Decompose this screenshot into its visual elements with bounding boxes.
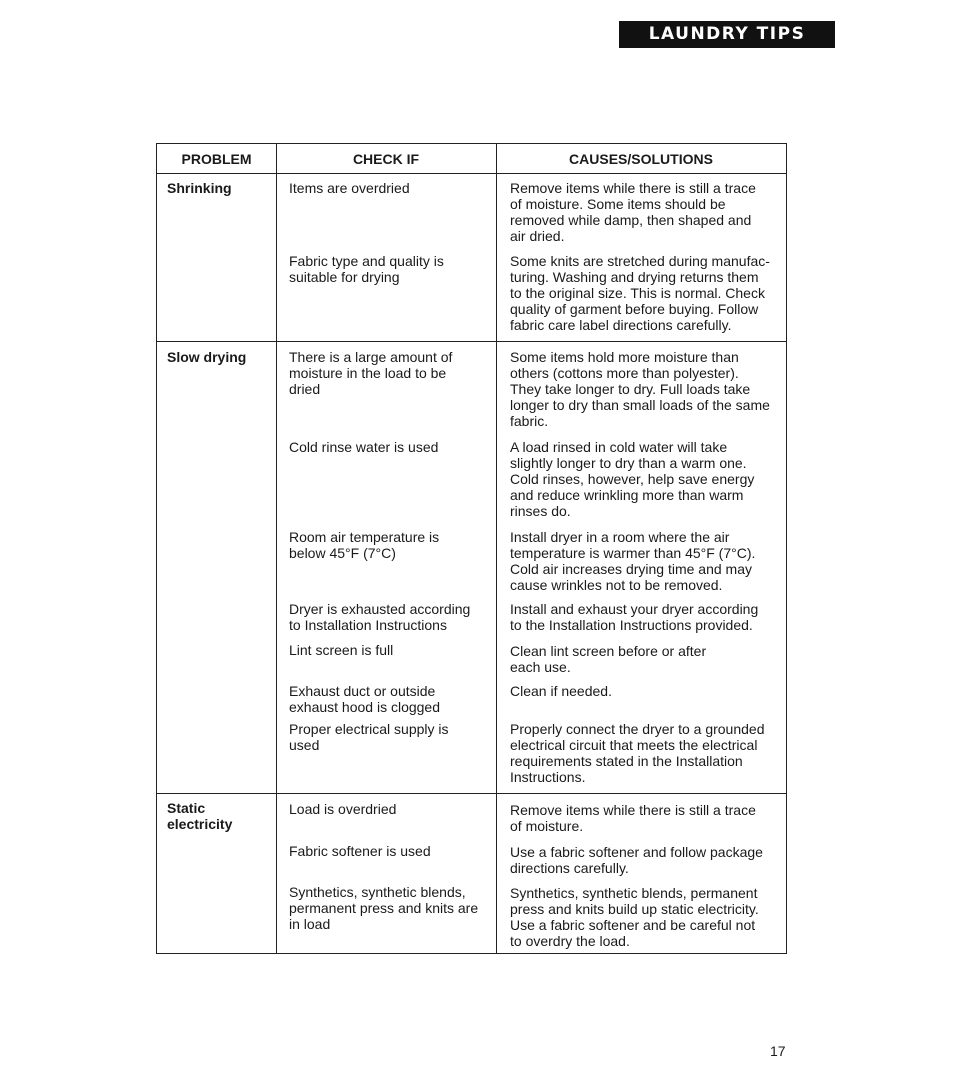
check-cell: Room air temperature is below 45°F (7°C) — [289, 529, 440, 561]
row-divider — [157, 341, 786, 342]
check-cell: Lint screen is full — [289, 642, 394, 658]
cause-cell: Remove items while there is still a trace of moisture. — [510, 802, 756, 834]
troubleshooting-table — [156, 143, 787, 954]
cause-cell: Install dryer in a room where the air temperature is warmer than 45°F (7°C). Cold air increases drying time and may cause wrinkles not to be removed. — [510, 529, 756, 593]
cause-cell: Some knits are stretched during manufac- turing. Washing and drying returns them to the original size. This is normal. Check quality of garment before buying. Follow fabric care label directions carefully. — [510, 253, 770, 333]
cause-cell: Remove items while there is still a trace of moisture. Some items should be removed while damp, then shaped and air dried. — [510, 180, 756, 244]
cause-cell: Use a fabric softener and follow package directions carefully. — [510, 844, 763, 876]
section-banner: LAUNDRY TIPS — [619, 21, 835, 48]
column-divider — [496, 144, 497, 953]
row-divider — [157, 793, 786, 794]
check-cell: Load is overdried — [289, 801, 397, 817]
problem-shrinking: Shrinking — [167, 180, 232, 196]
cause-cell: Install and exhaust your dryer according to the Installation Instructions provided. — [510, 601, 759, 633]
header-divider — [157, 173, 786, 174]
cause-cell: Some items hold more moisture than others (cottons more than polyester). They take longer to dry. Full loads take longer to dry than small loads of the same fabric. — [510, 349, 770, 429]
column-divider — [276, 144, 277, 953]
check-cell: Items are overdried — [289, 180, 410, 196]
header-causes-solutions: CAUSES/SOLUTIONS — [569, 151, 713, 167]
check-cell: Dryer is exhausted according to Installation Instructions — [289, 601, 471, 633]
cause-cell: Clean if needed. — [510, 683, 612, 699]
check-cell: Cold rinse water is used — [289, 439, 439, 455]
cause-cell: A load rinsed in cold water will take slightly longer to dry than a warm one. Cold rinses, however, help save energy and reduce wrinkling more than warm rinses do. — [510, 439, 755, 519]
header-check-if: CHECK IF — [352, 151, 420, 167]
cause-cell: Clean lint screen before or after each use. — [510, 643, 707, 675]
check-cell: Proper electrical supply is used — [289, 721, 449, 753]
cause-cell: Synthetics, synthetic blends, permanent press and knits build up static electricity. Use a fabric softener and be careful not to overdry the load. — [510, 885, 759, 949]
check-cell: Fabric softener is used — [289, 843, 431, 859]
check-cell: Synthetics, synthetic blends, permanent press and knits are in load — [289, 884, 479, 932]
check-cell: Exhaust duct or outside exhaust hood is clogged — [289, 683, 440, 715]
cause-cell: Properly connect the dryer to a grounded electrical circuit that meets the electrical requirements stated in the Installation Instructions. — [510, 721, 765, 785]
check-cell: There is a large amount of moisture in the load to be dried — [289, 349, 453, 397]
page-number: 17 — [770, 1043, 786, 1059]
header-problem: PROBLEM — [181, 151, 252, 167]
problem-slow-drying: Slow drying — [167, 349, 247, 365]
problem-static-electricity: Static electricity — [167, 800, 233, 832]
check-cell: Fabric type and quality is suitable for drying — [289, 253, 444, 285]
